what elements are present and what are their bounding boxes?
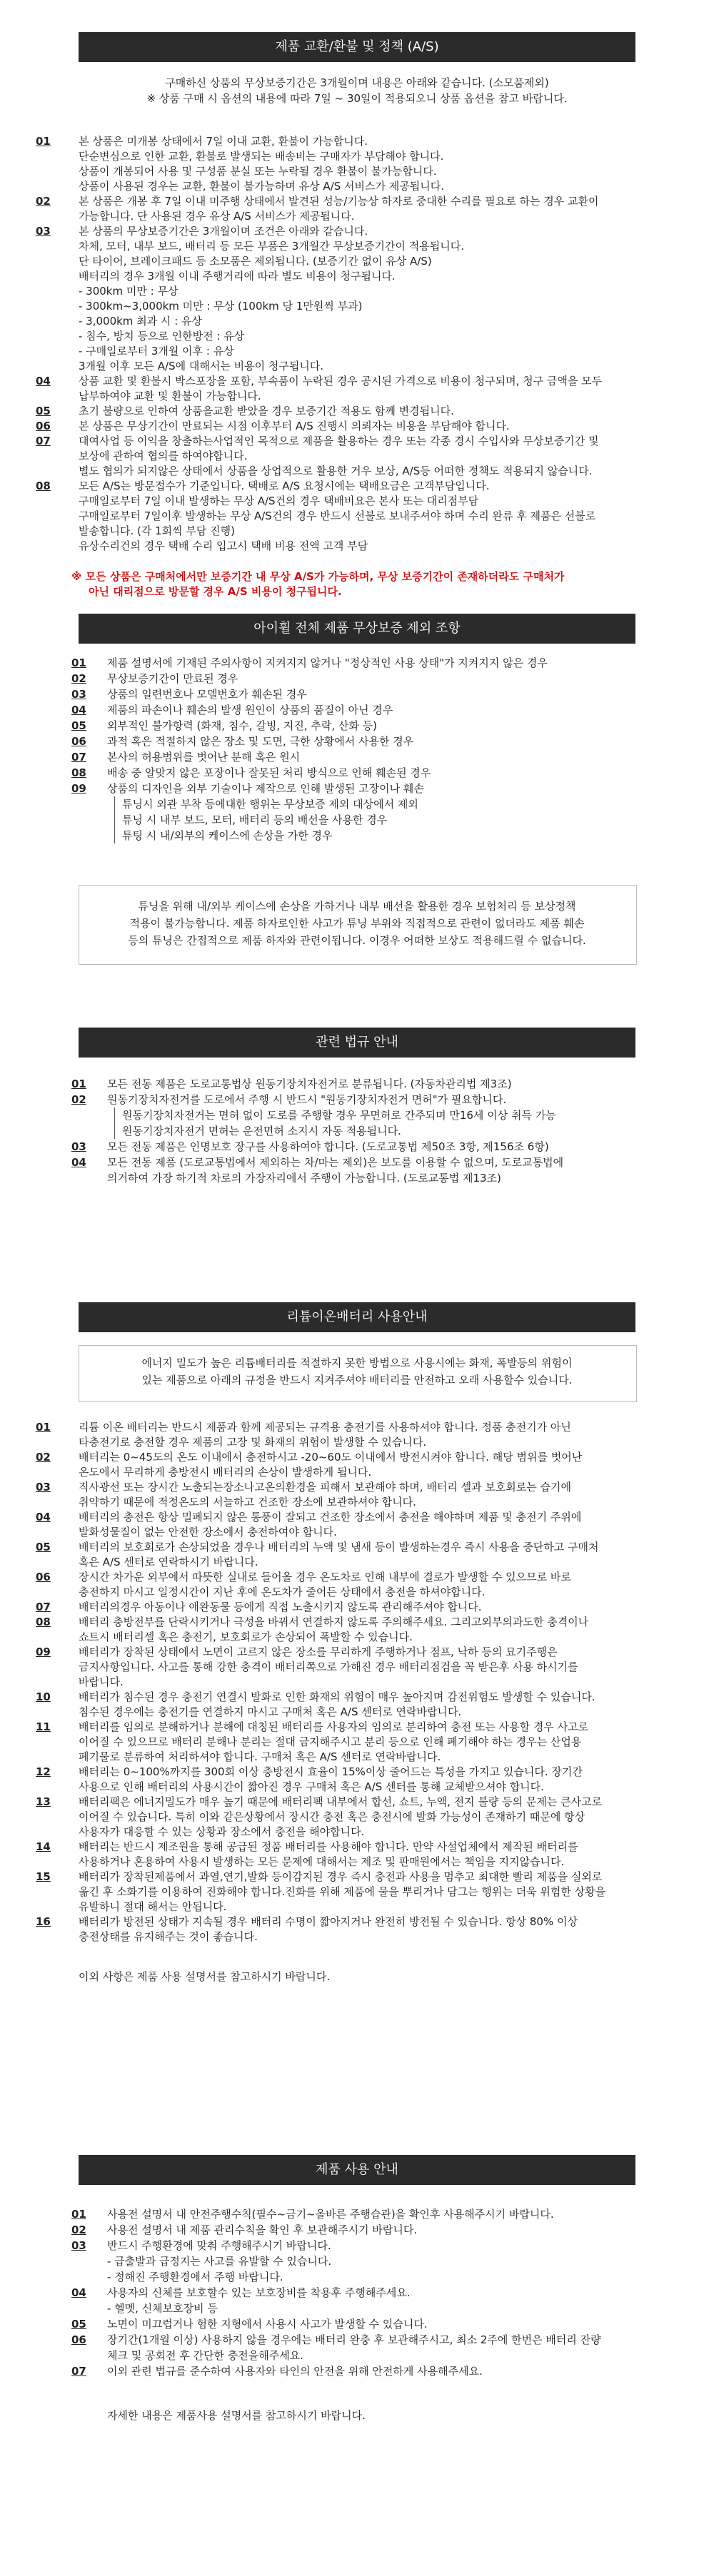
item-number: 01 bbox=[36, 1421, 51, 1434]
exclusion-sub-line: 튜닝 시 내부 보드, 모터, 배터리 등의 배선을 사용한 경우 bbox=[122, 813, 388, 826]
exchange-item bbox=[36, 404, 678, 419]
law-title: 관련 법규 안내 bbox=[79, 1028, 635, 1058]
item-line: 상품이 사용된 경우는 교환, 환불이 불가능하며 유상 A/S 서비스가 제공됩니다. bbox=[79, 180, 444, 193]
item-line: 배터리가 침수된 경우 충전기 연결시 발화로 인한 화재의 위험이 매우 높아지며 감전위험도 발생할 수 있습니다. bbox=[79, 1690, 595, 1703]
item-sub-line: 원동기장치자전거 면허는 운전면허 소지시 자동 적용됩니다. bbox=[122, 1125, 401, 1137]
item-line: 배터리의 충전은 항상 밀폐되지 않은 통풍이 잘되고 건조한 장소에서 충전을 해야하며 제품 및 충전기 주위에 bbox=[79, 1511, 582, 1523]
battery-box-line: 에너지 밀도가 높은 리튬배터리를 적절하지 못한 방법으로 사용시에는 화재, 폭발등의 위험이 bbox=[141, 1357, 573, 1369]
law-item bbox=[71, 1139, 643, 1155]
item-line: 사용하거나 혼용하여 사용시 발생하는 모든 문제에 대해서는 제조 및 판매원에서는 책임을 지지않습니다. bbox=[79, 1855, 565, 1868]
item-line: 배터리가 장착된 상태에서 노면이 고르지 않은 장소를 무리하게 주행하거나 점프, 낙하 등의 묘기주행은 bbox=[79, 1646, 558, 1658]
item-line: 배터리가 방전된 상태가 지속될 경우 배터리 수명이 짧아지거나 완전히 방전될 수 있습니다. 항상 80% 이상 bbox=[79, 1915, 578, 1928]
item-line: 충전상태를 유지해주는 것이 좋습니다. bbox=[79, 1930, 258, 1943]
item-number: 05 bbox=[36, 1541, 51, 1553]
law-item bbox=[71, 1092, 643, 1139]
item-line: 사용전 설명서 내 제품 관리수칙을 확인 후 보관해주시기 바랍니다. bbox=[107, 2223, 418, 2236]
item-line: 본 상품의 무상보증기간은 3개월이며 조건은 아래와 같습니다. bbox=[79, 225, 368, 238]
exchange-title: 제품 교환/환불 및 정책 (A/S) bbox=[79, 32, 635, 62]
item-number: 05 bbox=[71, 719, 86, 732]
exchange-item bbox=[36, 434, 678, 479]
exchange-item bbox=[36, 479, 678, 554]
item-line: 이어질 수 있습니다. 특히 이와 같은상황에서 장시간 충전 혹은 충전시에 발화 가능성이 존재하기 때문에 항상 bbox=[79, 1810, 585, 1823]
battery-title: 리튬이온배터리 사용안내 bbox=[79, 1302, 635, 1332]
item-line: 원동기장치자전거를 도로에서 주행 시 반드시 "원동기장치자전거 면허"가 필요합니다. bbox=[107, 1093, 507, 1106]
item-line: 체크 및 공회전 후 간단한 충전을해주세요. bbox=[107, 2349, 303, 2362]
item-line: - 침수, 방치 등으로 인한방전 : 유상 bbox=[79, 330, 245, 343]
item-number: 01 bbox=[71, 1077, 86, 1090]
usage-item bbox=[71, 2206, 643, 2222]
exclusion-item bbox=[71, 781, 643, 796]
item-number: 02 bbox=[71, 672, 86, 685]
item-line: 과적 혹은 적절하지 않은 장소 및 도면, 극한 상황에서 사용한 경우 bbox=[107, 735, 414, 748]
usage-item bbox=[71, 2222, 643, 2238]
item-number: 12 bbox=[36, 1765, 51, 1778]
item-line: 반드시 주행환경에 맞춰 주행해주시기 바랍니다. bbox=[107, 2239, 331, 2252]
exclusions-box-line: 등의 튜닝은 간접적으로 제품 하자와 관련이됩니다. 이경우 어떠한 보상도 적용해드릴 수 없습니다. bbox=[128, 934, 586, 947]
item-line: 외부적인 불가항력 (화재, 침수, 갈빙, 지진, 추락, 산화 등) bbox=[107, 719, 377, 732]
item-line: 장기간(1개월 이상) 사용하지 않을 경우에는 배터리 완충 후 보관해주시고, 최소 2주에 한번은 배터리 잔량 bbox=[107, 2333, 601, 2346]
item-number: 07 bbox=[71, 2365, 86, 2378]
item-number: 07 bbox=[71, 751, 86, 764]
item-line: 배터리는 반드시 제조원을 통해 공급된 정품 배터리를 사용해야 합니다. 만약 사설업체에서 제작된 배터리를 bbox=[79, 1840, 578, 1853]
battery-item bbox=[36, 1765, 678, 1795]
exclusion-item bbox=[71, 655, 643, 671]
item-line: 취약하기 때문에 적정온도의 서늘하고 건조한 장소에 보관하셔야 합니다. bbox=[79, 1496, 416, 1508]
item-line: 배터리의 보호회로가 손상되었을 경우나 배터리의 누액 및 냄새 등이 발생하는경우 즉시 사용을 중단하고 구매처 bbox=[79, 1541, 599, 1553]
item-line: 본 상품은 개봉 후 7일 이내 미주행 상태에서 발견된 성능/기능상 하자로 중대한 수리를 필요로 하는 경우 교환이 bbox=[79, 195, 599, 208]
law-item bbox=[71, 1076, 643, 1092]
item-line: 제품의 파손이나 훼손의 발생 원인이 상품의 품질이 아닌 경우 bbox=[107, 704, 393, 716]
item-line: 이외 관련 법규를 준수하여 사용자와 타인의 안전을 위해 안전하게 사용해주세요. bbox=[107, 2365, 483, 2378]
usage-item bbox=[71, 2316, 643, 2332]
exchange-list bbox=[36, 134, 678, 554]
item-line: 충전하지 마시고 일정시간이 지난 후에 온도차가 줄어든 상태에서 충전을 하셔야합니다. bbox=[79, 1586, 486, 1598]
item-line: 직사광선 또는 장시간 노출되는장소나고온의환경을 피해서 보관해야 하며, 배터리 셀과 보호회로는 습기에 bbox=[79, 1481, 572, 1494]
item-line: - 300km~3,000km 미만 : 무상 (100km 당 1만원씩 부과) bbox=[79, 300, 363, 313]
item-number: 15 bbox=[36, 1870, 51, 1883]
exchange-item bbox=[36, 374, 678, 404]
item-line: 장시간 차가운 외부에서 따뜻한 실내로 들어올 경우 온도차로 인해 내부에 결로가 발생할 수 있으므로 바로 bbox=[79, 1571, 571, 1583]
battery-item bbox=[36, 1615, 678, 1645]
usage-item bbox=[71, 2332, 643, 2363]
battery-box-line: 있는 제품으로 아래의 규정을 반드시 지켜주셔야 배터리를 안전하고 오래 사용할수 있습니다. bbox=[141, 1374, 573, 1386]
item-line: 단순변심으로 인한 교환, 환불로 발생되는 배송비는 구매자가 부담해야 합니다. bbox=[79, 150, 444, 163]
item-number: 06 bbox=[71, 735, 86, 748]
item-line: 본 상품은 미개봉 상태에서 7일 이내 교환, 환불이 가능합니다. bbox=[79, 135, 368, 148]
usage-item bbox=[71, 2285, 643, 2316]
item-line: 바랍니다. bbox=[79, 1675, 124, 1688]
item-line: - 구매일로부터 3개월 이후 : 유상 bbox=[79, 345, 234, 358]
item-line: 모든 전동 제품 (도로교통법에서 제외하는 차/마는 제외)은 보도를 이용할 수 없으며, 도로교통법에 bbox=[107, 1156, 564, 1169]
item-number: 02 bbox=[71, 2223, 86, 2236]
item-number: 06 bbox=[36, 420, 51, 432]
item-sub-list bbox=[114, 1107, 643, 1139]
item-line: 보상에 관하여 협의를 하여야합니다. bbox=[79, 450, 248, 462]
exclusion-sub-group bbox=[71, 796, 643, 843]
item-number: 09 bbox=[71, 782, 86, 795]
law-list bbox=[71, 1076, 643, 1186]
item-number: 02 bbox=[36, 1451, 51, 1464]
usage-title: 제품 사용 안내 bbox=[79, 2155, 635, 2185]
item-number: 14 bbox=[36, 1840, 51, 1853]
item-number: 04 bbox=[71, 2286, 86, 2299]
item-line: 사용으로 인해 배터리의 사용시간이 짧아진 경우 구매처 혹은 A/S 센터를 통해 교체받으셔야 합니다. bbox=[79, 1780, 544, 1793]
item-line: 모든 전동 제품은 인명보호 장구를 사용하여야 합니다. (도로교통법 제50조 3항, 제156조 6항) bbox=[107, 1140, 549, 1153]
item-line: - 정해진 주행환경에서 주행 바랍니다. bbox=[107, 2271, 283, 2283]
item-number: 03 bbox=[71, 1140, 86, 1153]
item-line: 3개월 이후 모든 A/S에 대해서는 비용이 청구됩니다. bbox=[79, 360, 324, 372]
exclusion-item bbox=[71, 718, 643, 734]
item-line: 상품 교환 및 환불시 박스포장을 포함, 부속품이 누락된 경우 공시된 가격으로 비용이 청구되며, 청구 금액을 모두 bbox=[79, 375, 603, 387]
item-number: 03 bbox=[36, 1481, 51, 1494]
exchange-intro-line: ※ 상품 구매 시 옵션의 내용에 따라 7일 ~ 30일이 적용되오니 상품 옵션을 참고 바랍니다. bbox=[146, 92, 568, 105]
exclusions-list bbox=[71, 655, 643, 843]
battery-footer: 이외 사항은 제품 사용 설명서를 참고하시기 바랍니다. bbox=[79, 1970, 331, 1983]
exclusions-title: 아이휠 전체 제품 무상보증 제외 조항 bbox=[79, 614, 635, 644]
item-number: 05 bbox=[36, 405, 51, 417]
item-line: 구매일로부터 7일 이내 발생하는 무상 A/S건의 경우 택배비요은 본사 또는 대리점부담 bbox=[79, 495, 479, 507]
item-number: 05 bbox=[71, 2318, 86, 2331]
item-number: 08 bbox=[71, 766, 86, 779]
item-line: - 헬멧, 신체보호장비 등 bbox=[107, 2302, 218, 2315]
item-line: 배터리를 임의로 분해하거나 분해에 대칭된 배터리를 사용자의 임의로 분리하여 충전 또는 사용할 경우 사고로 bbox=[79, 1720, 589, 1733]
item-number: 16 bbox=[36, 1915, 51, 1928]
item-line: - 3,000km 최과 시 : 유상 bbox=[79, 315, 202, 328]
exchange-item bbox=[36, 134, 678, 194]
item-number: 08 bbox=[36, 1616, 51, 1628]
item-line: 상품의 일련번호나 모델번호가 훼손된 경우 bbox=[107, 688, 307, 701]
exclusions-box-line: 튜닝을 위해 내/외부 케이스에 손상을 가하거나 내부 배선을 활용한 경우 보험처리 등 보상정책 bbox=[138, 900, 576, 913]
item-line: 노면이 미끄럽거나 험한 지형에서 사용시 사고가 발생할 수 있습니다. bbox=[107, 2318, 428, 2331]
battery-item bbox=[36, 1570, 678, 1600]
item-line: 유발하니 절대 해서는 안됩니다. bbox=[79, 1900, 227, 1913]
exchange-note-line: 아닌 대리점으로 방문할 경우 A/S 비용이 청구됩니다. bbox=[89, 585, 342, 598]
battery-item bbox=[36, 1420, 678, 1450]
item-line: 사용자의 신체를 보호할수 있는 보호장비를 착용후 주행해주세요. bbox=[107, 2286, 411, 2299]
exchange-intro bbox=[64, 75, 650, 106]
exclusion-sub-line: 튜닝시 외관 부착 등에대한 행위는 무상보증 제외 대상에서 제외 bbox=[122, 798, 418, 811]
usage-footer: 자세한 내용은 제품사용 설명서를 참고하시기 바랍니다. bbox=[107, 2409, 366, 2422]
item-line: 배터리팩은 에너지밀도가 매우 높기 때문에 배터리팩 내부에서 합선, 쇼트, 누액, 전지 불량 등의 문제는 큰사고로 bbox=[79, 1795, 603, 1808]
item-line: 배송 중 알맞지 않은 포장이나 잘못된 처리 방식으로 인해 훼손된 경우 bbox=[107, 766, 431, 779]
exchange-intro-line: 구매하신 상품의 무상보증기간은 3개월이며 내용은 아래와 같습니다. (소모품제외) bbox=[165, 76, 549, 89]
exclusions-box-text bbox=[93, 898, 621, 949]
item-number: 04 bbox=[71, 1156, 86, 1169]
item-line: 온도에서 무리하게 충방전시 배터리의 손상이 발생하게 됩니다. bbox=[79, 1466, 372, 1479]
item-number: 06 bbox=[71, 2333, 86, 2346]
battery-item bbox=[36, 1720, 678, 1765]
item-line: 타충전기로 충전할 경우 제품의 고장 및 화재의 위험이 발생할 수 있습니다. bbox=[79, 1436, 427, 1449]
item-line: 제품 설명서에 기재된 주의사항이 지켜지지 않거나 "정상적인 사용 상태"가 지켜지지 않은 경우 bbox=[107, 656, 548, 669]
item-line: 배터리는 0~100%까지를 300회 이상 충방전시 효율이 15%이상 줄어드는 특성을 가지고 있습니다. 장기간 bbox=[79, 1765, 583, 1778]
item-number: 04 bbox=[36, 1511, 51, 1523]
item-line: 납부하여야 교환 및 환불이 가능합니다. bbox=[79, 390, 261, 402]
item-line: 모든 전동 제품은 도로교통법상 원동기장치자전거로 분류됩니다. (자동차관리법 제3조) bbox=[107, 1077, 512, 1090]
item-number: 13 bbox=[36, 1795, 51, 1808]
item-line: 차체, 모터, 내부 보드, 배터리 등 모든 부품은 3개월간 무상보증기간이 적용됩니다. bbox=[79, 240, 464, 253]
item-number: 01 bbox=[36, 135, 51, 148]
item-line: 리튬 이온 배터리는 반드시 제품과 함께 제공되는 규격용 충전기를 사용하셔야 합니다. 정품 충전기가 아닌 bbox=[79, 1421, 571, 1434]
exchange-item bbox=[36, 194, 678, 224]
item-number: 03 bbox=[71, 2239, 86, 2252]
item-line: 모든 A/S는 방문접수가 기준입니다. 택배로 A/S 요청시에는 택배요금은 고객부담입니다. bbox=[79, 480, 490, 492]
item-line: 상품이 개봉되어 사용 및 구성품 분실 또는 누락될 경우 환불이 불가능합니다. bbox=[79, 165, 437, 178]
item-number: 08 bbox=[36, 480, 51, 492]
exclusion-item bbox=[71, 734, 643, 749]
item-line: 이어질 수 있으므로 배터리 분해나 분리는 절대 금지해주시고 분리 등으로 인해 폐기해야 하는 경우는 산업용 bbox=[79, 1735, 582, 1748]
exchange-item bbox=[36, 419, 678, 434]
battery-item bbox=[36, 1915, 678, 1944]
battery-item bbox=[36, 1450, 678, 1480]
item-line: 침수된 경우에는 충전기를 연결하지 마시고 구매처 혹은 A/S 센터로 연락바랍니다. bbox=[79, 1705, 462, 1718]
item-line: 사용자가 대응할 수 있는 상황과 장소에서 충전을 해야합니다. bbox=[79, 1825, 365, 1838]
battery-item bbox=[36, 1510, 678, 1540]
battery-item bbox=[36, 1870, 678, 1915]
item-line: 유상수리건의 경우 택배 수리 입고시 택배 비용 전액 고객 부담 bbox=[79, 539, 368, 552]
item-line: 금지사항입니다. 사고를 통해 강한 충격이 배터리쪽으로 가해진 경우 배터리점검을 꼭 받은후 사용 하시기를 bbox=[79, 1660, 578, 1673]
exchange-note bbox=[71, 569, 643, 599]
item-line: 의거하여 가장 하기적 차로의 가장자리에서 주행이 가능합니다. (도로교통법 제13조) bbox=[107, 1172, 501, 1185]
item-number: 10 bbox=[36, 1690, 51, 1703]
law-item bbox=[71, 1155, 643, 1186]
item-line: 초기 불량으로 인하여 상품을교환 받았을 경우 보증기간 적용도 함께 변경됩니다. bbox=[79, 405, 454, 417]
item-sub-line: 원동기장치자전거는 면허 없이 도로를 주행할 경우 무면허로 간주되며 만16세 이상 취득 가능 bbox=[122, 1109, 556, 1122]
item-line: 쇼트시 배터리셀 혹은 충전기, 보호회로가 손상되어 폭발할 수 있습니다. bbox=[79, 1631, 413, 1643]
item-number: 07 bbox=[36, 435, 51, 447]
usage-item bbox=[71, 2238, 643, 2285]
item-line: 대여사업 등 이익을 창출하는사업적인 목적으로 제품을 활용하는 경우 또는 각종 경시 수입사와 무상보증기간 및 bbox=[79, 435, 599, 447]
item-line: 폐기물로 분류하여 처리하셔야 합니다. 구매처 혹은 A/S 센터로 연락바랍니다. bbox=[79, 1750, 441, 1763]
item-line: 배터리 충방전부를 단락시키거나 극성을 바꿔서 연결하지 않도록 주의해주세요. 그리고외부의과도한 충격이나 bbox=[79, 1616, 589, 1628]
item-number: 01 bbox=[71, 2208, 86, 2221]
item-line: 사용전 설명서 내 안전주행수칙(필수~금기~올바른 주행습관)을 확인후 사용해주시기 바랍니다. bbox=[107, 2208, 554, 2221]
exclusion-item bbox=[71, 686, 643, 702]
item-number: 03 bbox=[36, 225, 51, 238]
usage-item bbox=[71, 2363, 643, 2379]
exchange-note-line: ※ 모든 상품은 구매처에서만 보증기간 내 무상 A/S가 가능하며, 무상 보증기간이 존재하더라도 구매처가 bbox=[71, 570, 565, 583]
battery-item bbox=[36, 1600, 678, 1615]
item-number: 09 bbox=[36, 1646, 51, 1658]
item-line: 발화성물질이 없는 안전한 장소에서 충전하여야 합니다. bbox=[79, 1526, 337, 1538]
exclusion-sub-list bbox=[114, 796, 643, 843]
item-line: 본사의 허용범위를 벗어난 분해 혹은 원시 bbox=[107, 751, 301, 764]
battery-item bbox=[36, 1840, 678, 1870]
exchange-item bbox=[36, 224, 678, 374]
item-number: 03 bbox=[71, 688, 86, 701]
battery-item bbox=[36, 1540, 678, 1570]
item-number: 11 bbox=[36, 1720, 51, 1733]
item-line: 무상보증기간이 만료된 경우 bbox=[107, 672, 238, 685]
battery-item bbox=[36, 1690, 678, 1720]
battery-item bbox=[36, 1645, 678, 1690]
exclusion-item bbox=[71, 671, 643, 686]
item-line: 별도 협의가 되지않은 상태에서 상품을 상업적으로 활용한 거우 보상, A/S등 어떠한 정책도 적용되지 않습니다. bbox=[79, 465, 593, 477]
battery-item bbox=[36, 1795, 678, 1840]
item-number: 01 bbox=[71, 656, 86, 669]
item-line: 배터리가 장착된제품에서 과열,연기,발화 등이감지된 경우 즉시 충전과 사용을 멈추고 최대한 빨리 제품을 실외로 bbox=[79, 1870, 603, 1883]
exclusion-item bbox=[71, 702, 643, 718]
item-line: 혹은 A/S 센터로 연락하시기 바랍니다. bbox=[79, 1556, 258, 1568]
exclusion-item bbox=[71, 765, 643, 781]
item-number: 04 bbox=[71, 704, 86, 716]
exclusion-sub-line: 튜팅 시 내/외부의 케이스에 손상을 가한 경우 bbox=[122, 829, 333, 842]
item-line: 단 타이어, 브레이크패드 등 소모품은 제외됩니다. (보증기간 없이 유상 A/S) bbox=[79, 255, 432, 268]
usage-list bbox=[71, 2206, 643, 2379]
battery-box-text bbox=[93, 1354, 621, 1389]
item-line: - 300km 미만 : 무상 bbox=[79, 285, 178, 298]
item-number: 04 bbox=[36, 375, 51, 387]
item-line: 가능합니다. 단 사용된 경우 유상 A/S 서비스가 제공됩니다. bbox=[79, 210, 355, 223]
item-number: 07 bbox=[36, 1601, 51, 1613]
item-line: 옮긴 후 소화기를 이용하여 진화해야 합니다.진화를 위해 제품에 물을 뿌리거나 담그는 행위는 더욱 위험한 상황을 bbox=[79, 1885, 606, 1898]
item-line: 상품의 디자인을 외부 기술이나 제작으로 인해 발생된 고장이나 훼손 bbox=[107, 782, 424, 795]
item-line: 배터리는 0~45도의 온도 이내에서 충전하시고 -20~60도 이내에서 방전시켜야 합니다. 해당 범위를 벗어난 bbox=[79, 1451, 583, 1464]
exclusions-box-line: 적용이 불가능합니다. 제품 하자로인한 사고가 튜닝 부위와 직접적으로 관련이 없더라도 제품 훼손 bbox=[129, 917, 585, 930]
item-line: 배터리의 경우 3개월 이내 주행거리에 따라 별도 비용이 청구됩니다. bbox=[79, 270, 396, 283]
item-number: 06 bbox=[36, 1571, 51, 1583]
item-line: 배터리의경우 아동이나 애완동물 등에게 직접 노출시키지 않도록 관리해주셔야 합니다. bbox=[79, 1601, 482, 1613]
battery-list bbox=[36, 1420, 678, 1944]
battery-item bbox=[36, 1480, 678, 1510]
item-line: 본 상품은 무상기간이 만료되는 시점 이후부터 A/S 진행시 의뢰자는 비용을 부담해야 합니다. bbox=[79, 420, 510, 432]
item-line: 발송합니다. (각 1회씩 부담 진행) bbox=[79, 524, 235, 537]
item-line: 구매일로부터 7일이후 발생하는 무상 A/S건의 경우 반드시 선불로 보내주셔야 하며 수리 완류 후 제품은 선불로 bbox=[79, 509, 596, 522]
exclusion-item bbox=[71, 749, 643, 765]
item-number: 02 bbox=[36, 195, 51, 208]
item-number: 02 bbox=[71, 1093, 86, 1106]
item-line: - 급출발과 급정지는 사고를 유발할 수 있습니다. bbox=[107, 2255, 332, 2268]
